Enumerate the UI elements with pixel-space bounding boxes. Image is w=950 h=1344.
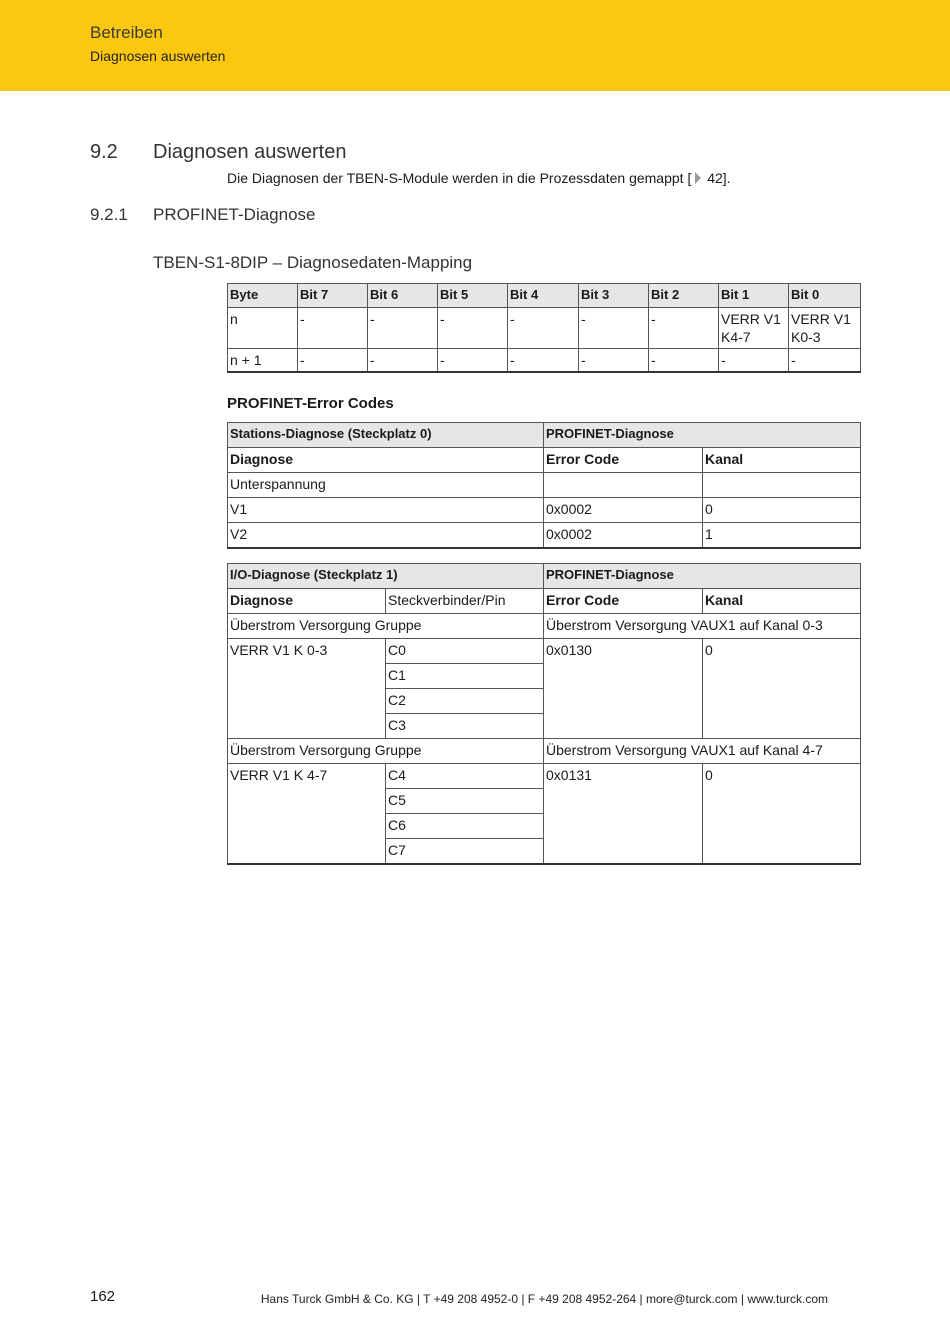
diagnostic-mapping-table [227,283,861,373]
column-header: Steckverbinder/Pin [386,589,544,614]
table-cell: - [719,349,789,373]
group-header: I/O-Diagnose (Steckplatz 1) [228,564,544,589]
table-cell: VERR V1 K 0-3 [228,639,386,739]
table-cell: 0 [703,498,861,523]
table-row [228,498,861,523]
table-cell: 1 [703,523,861,549]
table-cell: - [298,308,368,349]
ref-page: 42]. [707,170,731,186]
table-row [228,473,861,498]
table-row [228,523,861,549]
table-cell: - [368,349,438,373]
column-header: Diagnose [228,448,544,473]
page-reference[interactable] [687,170,730,186]
table-cell: Überstrom Versorgung Gruppe [228,739,544,764]
column-header: Bit 2 [649,284,719,308]
table-row [228,639,861,664]
table-cell: - [579,308,649,349]
table-cell: - [438,308,508,349]
mapping-title: TBEN-S1-8DIP – Diagnosedaten-Mapping [153,253,473,272]
table-cell: - [508,349,579,373]
table-header-row [228,284,861,308]
group-header: PROFINET-Diagnose [544,564,861,589]
io-diagnosis-table [227,563,861,865]
station-diagnosis-table [227,422,861,549]
table-cell: 0x0131 [544,764,703,865]
table-cell: VERR V1 K0-3 [789,308,861,349]
reference-arrow-icon [695,172,701,184]
column-header: Diagnose [228,589,386,614]
table-group-header-row [228,564,861,589]
footer-company-info: Hans Turck GmbH & Co. KG | T +49 208 4952-0 | F +49 208 4952-264 | more@turck.com | www.turck.com [260,1292,828,1306]
table-row [228,349,861,373]
column-header: Error Code [544,589,703,614]
table-header-row [228,589,861,614]
table-cell: C0 [386,639,544,664]
table-cell: - [508,308,579,349]
table-cell: Unterspannung [228,473,544,498]
header-chapter: Betreiben [90,23,163,42]
column-header: Error Code [544,448,703,473]
column-header: Bit 7 [298,284,368,308]
table-cell: C6 [386,814,544,839]
table-cell: - [649,349,719,373]
table-row [228,614,861,639]
column-header: Bit 3 [579,284,649,308]
column-header: Bit 4 [508,284,579,308]
subsection-title: PROFINET-Diagnose [153,205,316,224]
table-cell: 0x0002 [544,498,703,523]
table-header-row [228,448,861,473]
table-cell: V1 [228,498,544,523]
table-cell: 0x0130 [544,639,703,739]
header-section: Diagnosen auswerten [90,48,226,64]
column-header: Bit 0 [789,284,861,308]
table-cell [544,473,703,498]
table-cell: V2 [228,523,544,549]
section-title: Diagnosen auswerten [153,141,347,163]
table-cell: - [298,349,368,373]
table-cell: 0x0002 [544,523,703,549]
column-header: Kanal [703,448,861,473]
table-cell: n [228,308,298,349]
table-cell: Überstrom Versorgung VAUX1 auf Kanal 0-3 [544,614,861,639]
table-cell: 0 [703,764,861,865]
table-cell: - [649,308,719,349]
subsection-number: 9.2.1 [90,205,128,224]
table-cell: - [789,349,861,373]
table-cell: C1 [386,664,544,689]
group-header: PROFINET-Diagnose [544,423,861,448]
table-cell: C2 [386,689,544,714]
table-cell: VERR V1 K 4-7 [228,764,386,865]
intro-paragraph [227,170,731,186]
table-cell: C5 [386,789,544,814]
table-cell: C3 [386,714,544,739]
page-header [0,0,950,91]
table-row [228,308,861,349]
table-cell [703,473,861,498]
table-cell: 0 [703,639,861,739]
table-row [228,739,861,764]
table-row [228,764,861,789]
table-cell: C4 [386,764,544,789]
column-header: Bit 5 [438,284,508,308]
column-header: Byte [228,284,298,308]
table-cell: Überstrom Versorgung VAUX1 auf Kanal 4-7 [544,739,861,764]
page-number: 162 [90,1288,116,1305]
intro-text: Die Diagnosen der TBEN-S-Module werden in die Prozessdaten gemappt [227,170,684,186]
error-codes-title: PROFINET-Error Codes [227,395,394,412]
table-cell: Überstrom Versorgung Gruppe [228,614,544,639]
group-header: Stations-Diagnose (Steckplatz 0) [228,423,544,448]
column-header: Bit 6 [368,284,438,308]
section-number: 9.2 [90,141,118,163]
table-cell: VERR V1 K4-7 [719,308,789,349]
table-cell: - [438,349,508,373]
table-cell: - [368,308,438,349]
ref-bracket: [ [687,170,692,186]
table-group-header-row [228,423,861,448]
table-cell: n + 1 [228,349,298,373]
column-header: Kanal [703,589,861,614]
column-header: Bit 1 [719,284,789,308]
table-cell: - [579,349,649,373]
table-cell: C7 [386,839,544,865]
